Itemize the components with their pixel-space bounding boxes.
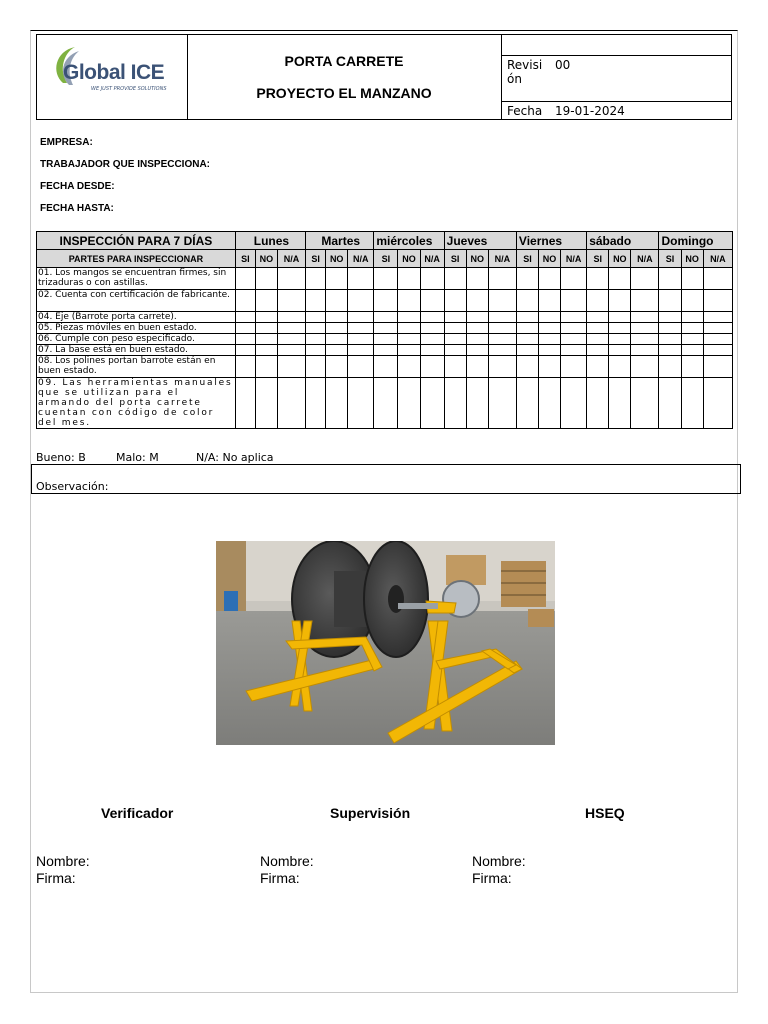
check-cell[interactable] bbox=[374, 334, 398, 345]
check-cell[interactable] bbox=[255, 323, 277, 334]
check-cell[interactable] bbox=[681, 378, 703, 429]
meta-cell bbox=[501, 35, 731, 119]
inspection-item: 08. Los polines portan barrote están en buen estado. bbox=[37, 356, 236, 378]
check-cell[interactable] bbox=[374, 345, 398, 356]
title-cell bbox=[187, 35, 502, 119]
check-cell[interactable] bbox=[306, 312, 326, 323]
check-cell[interactable] bbox=[277, 323, 305, 334]
supervision-nombre[interactable]: Nombre: bbox=[260, 853, 314, 869]
check-cell[interactable] bbox=[348, 290, 374, 312]
check-cell[interactable] bbox=[398, 345, 420, 356]
check-cell[interactable] bbox=[659, 345, 681, 356]
check-cell[interactable] bbox=[609, 312, 631, 323]
check-cell[interactable] bbox=[681, 334, 703, 345]
check-cell[interactable] bbox=[561, 312, 587, 323]
check-cell[interactable] bbox=[516, 290, 538, 312]
check-cell[interactable] bbox=[255, 268, 277, 290]
check-cell[interactable] bbox=[326, 312, 348, 323]
check-cell[interactable] bbox=[235, 312, 255, 323]
check-cell[interactable] bbox=[420, 356, 444, 378]
check-cell[interactable] bbox=[326, 268, 348, 290]
check-cell[interactable] bbox=[420, 334, 444, 345]
check-cell[interactable] bbox=[516, 378, 538, 429]
check-cell[interactable] bbox=[488, 268, 516, 290]
check-cell[interactable] bbox=[659, 334, 681, 345]
check-cell[interactable] bbox=[255, 345, 277, 356]
option-header: NO bbox=[255, 250, 277, 268]
check-cell[interactable] bbox=[587, 356, 609, 378]
check-cell[interactable] bbox=[466, 334, 488, 345]
check-cell[interactable] bbox=[609, 268, 631, 290]
option-header: N/A bbox=[561, 250, 587, 268]
check-cell[interactable] bbox=[374, 268, 398, 290]
check-cell[interactable] bbox=[306, 290, 326, 312]
option-header: NO bbox=[681, 250, 703, 268]
check-cell[interactable] bbox=[326, 378, 348, 429]
check-cell[interactable] bbox=[348, 378, 374, 429]
day-header: Lunes bbox=[235, 232, 305, 250]
table-row bbox=[37, 290, 733, 312]
check-cell[interactable] bbox=[516, 312, 538, 323]
check-cell[interactable] bbox=[466, 356, 488, 378]
revision-row bbox=[501, 55, 731, 102]
logo-text: Global ICE bbox=[63, 61, 165, 84]
check-cell[interactable] bbox=[539, 312, 561, 323]
check-cell[interactable] bbox=[587, 345, 609, 356]
check-cell[interactable] bbox=[444, 312, 466, 323]
check-cell[interactable] bbox=[466, 378, 488, 429]
porta-carrete-photo bbox=[216, 541, 555, 745]
check-cell[interactable] bbox=[348, 334, 374, 345]
check-cell[interactable] bbox=[631, 334, 659, 345]
check-cell[interactable] bbox=[277, 290, 305, 312]
table-row bbox=[37, 356, 733, 378]
check-cell[interactable] bbox=[681, 268, 703, 290]
check-cell[interactable] bbox=[374, 290, 398, 312]
check-cell[interactable] bbox=[326, 345, 348, 356]
document-header bbox=[36, 34, 732, 120]
check-cell[interactable] bbox=[681, 345, 703, 356]
inspection-item: 07. La base está en buen estado. bbox=[37, 345, 236, 356]
check-cell[interactable] bbox=[561, 356, 587, 378]
check-cell[interactable] bbox=[306, 323, 326, 334]
option-header: SI bbox=[659, 250, 681, 268]
legend-na: N/A: No aplica bbox=[196, 451, 274, 464]
check-cell[interactable] bbox=[255, 378, 277, 429]
check-cell[interactable] bbox=[631, 290, 659, 312]
revision-label: Revisión bbox=[507, 58, 543, 86]
check-cell[interactable] bbox=[444, 323, 466, 334]
check-cell[interactable] bbox=[659, 378, 681, 429]
table-day-header-row bbox=[37, 232, 733, 250]
check-cell[interactable] bbox=[703, 268, 732, 290]
check-cell[interactable] bbox=[681, 312, 703, 323]
check-cell[interactable] bbox=[561, 323, 587, 334]
fecha-row bbox=[501, 101, 731, 119]
check-cell[interactable] bbox=[255, 290, 277, 312]
hseq-firma[interactable]: Firma: bbox=[472, 870, 512, 886]
check-cell[interactable] bbox=[539, 323, 561, 334]
check-cell[interactable] bbox=[539, 290, 561, 312]
check-cell[interactable] bbox=[306, 268, 326, 290]
check-cell[interactable] bbox=[703, 323, 732, 334]
check-cell[interactable] bbox=[277, 345, 305, 356]
check-cell[interactable] bbox=[420, 345, 444, 356]
check-cell[interactable] bbox=[255, 356, 277, 378]
check-cell[interactable] bbox=[326, 356, 348, 378]
check-cell[interactable] bbox=[398, 378, 420, 429]
check-cell[interactable] bbox=[255, 334, 277, 345]
table-row bbox=[37, 345, 733, 356]
check-cell[interactable] bbox=[703, 356, 732, 378]
check-cell[interactable] bbox=[488, 345, 516, 356]
check-cell[interactable] bbox=[631, 356, 659, 378]
check-cell[interactable] bbox=[488, 290, 516, 312]
inspection-item: 02. Cuenta con certificación de fabricante. bbox=[37, 290, 236, 312]
fecha-desde-field[interactable]: FECHA DESDE: bbox=[40, 181, 115, 192]
option-header: SI bbox=[235, 250, 255, 268]
option-header: NO bbox=[539, 250, 561, 268]
trabajador-field[interactable]: TRABAJADOR QUE INSPECCIONA: bbox=[40, 159, 211, 170]
observacion-label: Observación: bbox=[36, 480, 109, 493]
check-cell[interactable] bbox=[587, 290, 609, 312]
check-cell[interactable] bbox=[703, 312, 732, 323]
check-cell[interactable] bbox=[488, 378, 516, 429]
check-cell[interactable] bbox=[609, 345, 631, 356]
check-cell[interactable] bbox=[631, 323, 659, 334]
check-cell[interactable] bbox=[306, 345, 326, 356]
option-header: N/A bbox=[348, 250, 374, 268]
check-cell[interactable] bbox=[488, 312, 516, 323]
check-cell[interactable] bbox=[444, 378, 466, 429]
check-cell[interactable] bbox=[398, 312, 420, 323]
supervision-heading: Supervisión bbox=[330, 805, 411, 821]
check-cell[interactable] bbox=[703, 345, 732, 356]
table-row bbox=[37, 334, 733, 345]
check-cell[interactable] bbox=[398, 290, 420, 312]
check-cell[interactable] bbox=[348, 268, 374, 290]
check-cell[interactable] bbox=[306, 356, 326, 378]
check-cell[interactable] bbox=[420, 323, 444, 334]
option-header: N/A bbox=[420, 250, 444, 268]
check-cell[interactable] bbox=[488, 356, 516, 378]
check-cell[interactable] bbox=[681, 290, 703, 312]
check-cell[interactable] bbox=[561, 378, 587, 429]
check-cell[interactable] bbox=[326, 323, 348, 334]
revision-value: 00 bbox=[555, 58, 571, 72]
check-cell[interactable] bbox=[659, 356, 681, 378]
check-cell[interactable] bbox=[539, 345, 561, 356]
check-cell[interactable] bbox=[235, 323, 255, 334]
table-title: INSPECCIÓN PARA 7 DÍAS bbox=[37, 232, 236, 250]
option-header: SI bbox=[374, 250, 398, 268]
check-cell[interactable] bbox=[516, 356, 538, 378]
check-cell[interactable] bbox=[420, 290, 444, 312]
inspection-item: 09. Las herramientas manuales que se utilizan para el armando del porta carrete cuentan con código de color del mes. bbox=[37, 378, 236, 429]
legend bbox=[36, 451, 274, 464]
check-cell[interactable] bbox=[235, 356, 255, 378]
fecha-hasta-field[interactable]: FECHA HASTA: bbox=[40, 203, 114, 214]
check-cell[interactable] bbox=[561, 268, 587, 290]
check-cell[interactable] bbox=[348, 345, 374, 356]
check-cell[interactable] bbox=[466, 323, 488, 334]
option-header: NO bbox=[609, 250, 631, 268]
option-header: NO bbox=[326, 250, 348, 268]
check-cell[interactable] bbox=[326, 290, 348, 312]
meta-empty-row bbox=[501, 35, 731, 56]
table-option-header-row bbox=[37, 250, 733, 268]
verificador-nombre[interactable]: Nombre: bbox=[36, 853, 90, 869]
parts-header: PARTES PARA INSPECCIONAR bbox=[37, 250, 236, 268]
check-cell[interactable] bbox=[587, 323, 609, 334]
check-cell[interactable] bbox=[306, 334, 326, 345]
check-cell[interactable] bbox=[348, 356, 374, 378]
check-cell[interactable] bbox=[609, 323, 631, 334]
document-page bbox=[30, 30, 738, 993]
check-cell[interactable] bbox=[587, 334, 609, 345]
check-cell[interactable] bbox=[466, 345, 488, 356]
check-cell[interactable] bbox=[516, 334, 538, 345]
check-cell[interactable] bbox=[587, 378, 609, 429]
check-cell[interactable] bbox=[277, 334, 305, 345]
table-row bbox=[37, 323, 733, 334]
check-cell[interactable] bbox=[703, 334, 732, 345]
check-cell[interactable] bbox=[444, 290, 466, 312]
option-header: SI bbox=[516, 250, 538, 268]
check-cell[interactable] bbox=[587, 312, 609, 323]
check-cell[interactable] bbox=[703, 290, 732, 312]
check-cell[interactable] bbox=[277, 268, 305, 290]
day-header: Viernes bbox=[516, 232, 586, 250]
check-cell[interactable] bbox=[326, 334, 348, 345]
check-cell[interactable] bbox=[374, 378, 398, 429]
table-row bbox=[37, 268, 733, 290]
check-cell[interactable] bbox=[398, 323, 420, 334]
legend-malo: Malo: M bbox=[116, 451, 159, 464]
option-header: SI bbox=[444, 250, 466, 268]
inspection-item: 06. Cumple con peso especificado. bbox=[37, 334, 236, 345]
check-cell[interactable] bbox=[466, 312, 488, 323]
inspection-table bbox=[36, 231, 733, 429]
inspection-item: 04. Eje (Barrote porta carrete). bbox=[37, 312, 236, 323]
check-cell[interactable] bbox=[659, 312, 681, 323]
check-cell[interactable] bbox=[235, 268, 255, 290]
check-cell[interactable] bbox=[374, 356, 398, 378]
legend-bueno: Bueno: B bbox=[36, 451, 86, 464]
check-cell[interactable] bbox=[703, 378, 732, 429]
check-cell[interactable] bbox=[235, 345, 255, 356]
check-cell[interactable] bbox=[561, 290, 587, 312]
company-logo bbox=[49, 43, 167, 93]
check-cell[interactable] bbox=[488, 334, 516, 345]
option-header: N/A bbox=[488, 250, 516, 268]
check-cell[interactable] bbox=[539, 268, 561, 290]
check-cell[interactable] bbox=[444, 334, 466, 345]
day-header: Jueves bbox=[444, 232, 516, 250]
supervision-firma[interactable]: Firma: bbox=[260, 870, 300, 886]
check-cell[interactable] bbox=[631, 268, 659, 290]
check-cell[interactable] bbox=[398, 356, 420, 378]
check-cell[interactable] bbox=[235, 334, 255, 345]
check-cell[interactable] bbox=[659, 290, 681, 312]
check-cell[interactable] bbox=[420, 378, 444, 429]
empresa-field[interactable]: EMPRESA: bbox=[40, 137, 93, 148]
check-cell[interactable] bbox=[374, 323, 398, 334]
check-cell[interactable] bbox=[631, 312, 659, 323]
observacion-box[interactable] bbox=[31, 464, 741, 494]
hseq-heading: HSEQ bbox=[585, 805, 625, 821]
verificador-heading: Verificador bbox=[101, 805, 174, 821]
table-row bbox=[37, 378, 733, 429]
check-cell[interactable] bbox=[398, 268, 420, 290]
option-header: N/A bbox=[703, 250, 732, 268]
check-cell[interactable] bbox=[444, 356, 466, 378]
check-cell[interactable] bbox=[516, 268, 538, 290]
inspection-item: 05. Piezas móviles en buen estado. bbox=[37, 323, 236, 334]
check-cell[interactable] bbox=[398, 334, 420, 345]
check-cell[interactable] bbox=[609, 334, 631, 345]
check-cell[interactable] bbox=[420, 312, 444, 323]
check-cell[interactable] bbox=[659, 268, 681, 290]
check-cell[interactable] bbox=[631, 378, 659, 429]
day-header: Domingo bbox=[659, 232, 733, 250]
check-cell[interactable] bbox=[516, 345, 538, 356]
check-cell[interactable] bbox=[516, 323, 538, 334]
table-row bbox=[37, 312, 733, 323]
logo-tagline: WE JUST PROVIDE SOLUTIONS bbox=[91, 86, 167, 92]
document-title: PORTA CARRETE bbox=[284, 53, 404, 69]
check-cell[interactable] bbox=[444, 268, 466, 290]
check-cell[interactable] bbox=[277, 356, 305, 378]
check-cell[interactable] bbox=[235, 378, 255, 429]
check-cell[interactable] bbox=[466, 268, 488, 290]
check-cell[interactable] bbox=[277, 312, 305, 323]
check-cell[interactable] bbox=[609, 356, 631, 378]
check-cell[interactable] bbox=[659, 323, 681, 334]
check-cell[interactable] bbox=[306, 378, 326, 429]
check-cell[interactable] bbox=[348, 312, 374, 323]
check-cell[interactable] bbox=[277, 378, 305, 429]
verificador-firma[interactable]: Firma: bbox=[36, 870, 76, 886]
check-cell[interactable] bbox=[539, 334, 561, 345]
check-cell[interactable] bbox=[488, 323, 516, 334]
hseq-nombre[interactable]: Nombre: bbox=[472, 853, 526, 869]
option-header: SI bbox=[587, 250, 609, 268]
option-header: NO bbox=[398, 250, 420, 268]
option-header: N/A bbox=[631, 250, 659, 268]
check-cell[interactable] bbox=[539, 378, 561, 429]
check-cell[interactable] bbox=[681, 356, 703, 378]
option-header: SI bbox=[306, 250, 326, 268]
check-cell[interactable] bbox=[539, 356, 561, 378]
inspection-item: 01. Los mangos se encuentran firmes, sin trizaduras o con astillas. bbox=[37, 268, 236, 290]
check-cell[interactable] bbox=[255, 312, 277, 323]
check-cell[interactable] bbox=[466, 290, 488, 312]
check-cell[interactable] bbox=[587, 268, 609, 290]
document-subtitle: PROYECTO EL MANZANO bbox=[256, 85, 432, 101]
option-header: N/A bbox=[277, 250, 305, 268]
check-cell[interactable] bbox=[561, 334, 587, 345]
logo-cell bbox=[37, 35, 188, 119]
check-cell[interactable] bbox=[348, 323, 374, 334]
check-cell[interactable] bbox=[609, 290, 631, 312]
check-cell[interactable] bbox=[631, 345, 659, 356]
check-cell[interactable] bbox=[374, 312, 398, 323]
day-header: sábado bbox=[587, 232, 659, 250]
check-cell[interactable] bbox=[444, 345, 466, 356]
check-cell[interactable] bbox=[561, 345, 587, 356]
day-header: Martes bbox=[306, 232, 374, 250]
fecha-value: 19-01-2024 bbox=[555, 104, 625, 118]
option-header: NO bbox=[466, 250, 488, 268]
fecha-label: Fecha bbox=[507, 104, 543, 118]
check-cell[interactable] bbox=[420, 268, 444, 290]
check-cell[interactable] bbox=[609, 378, 631, 429]
check-cell[interactable] bbox=[235, 290, 255, 312]
day-header: miércoles bbox=[374, 232, 444, 250]
check-cell[interactable] bbox=[681, 323, 703, 334]
